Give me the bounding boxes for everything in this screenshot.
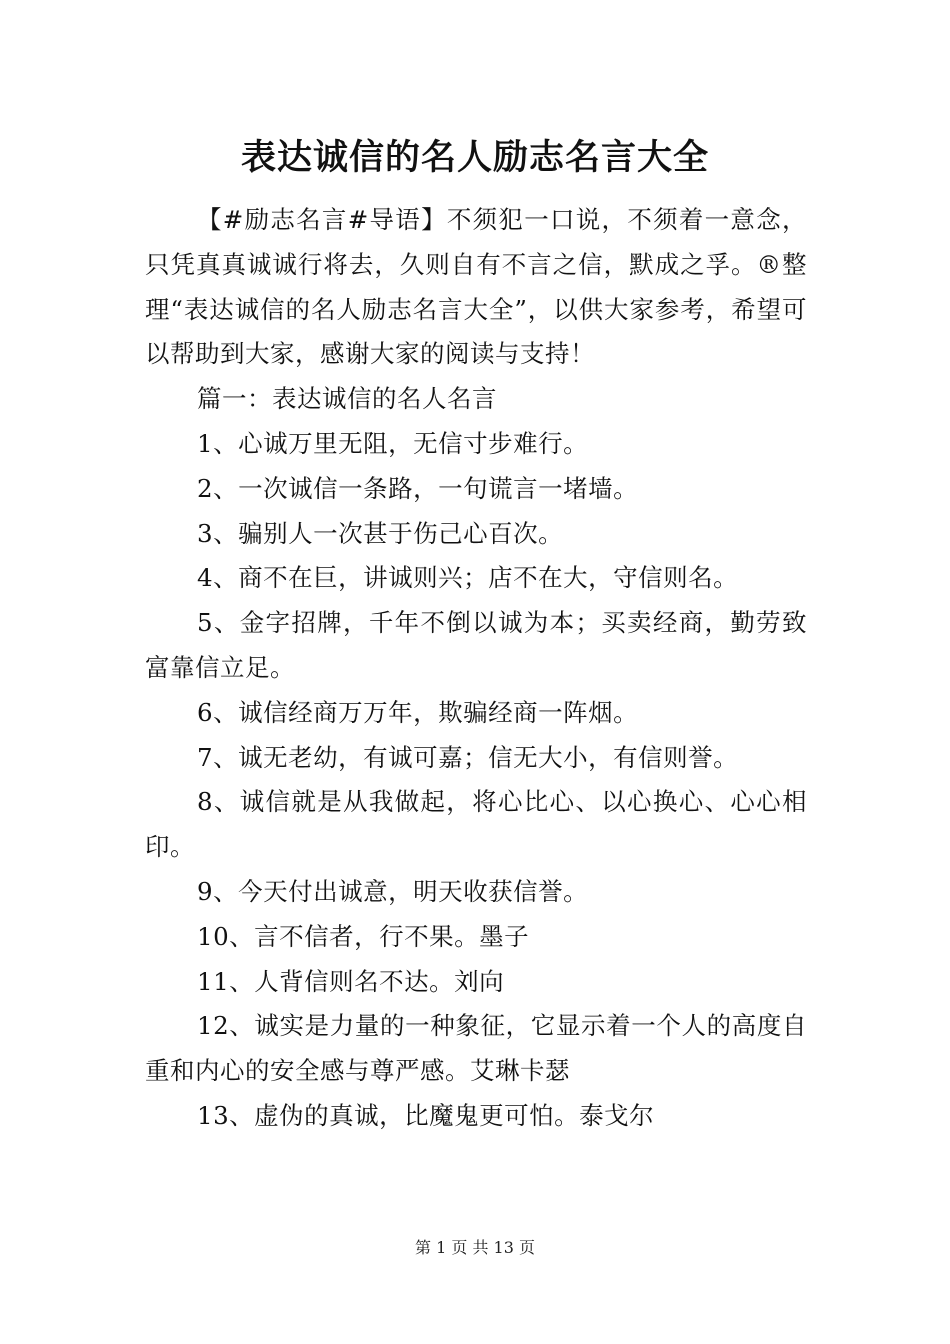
quote-item: 11、人背信则名不达。刘向 <box>197 966 505 996</box>
quote-item: 3、骗别人一次甚于伤己心百次。 <box>197 518 564 548</box>
section-heading: 篇一：表达诚信的名人名言 <box>197 384 497 414</box>
quote-item: 9、今天付出诚意，明天收获信誉。 <box>197 876 589 906</box>
quote-item: 2、一次诚信一条路，一句谎言一堵墙。 <box>197 473 639 503</box>
quote-item: 5、金字招牌，千年不倒以诚为本；买卖经商，勤劳致富靠信立足。 <box>145 608 807 682</box>
page-footer: 第 1 页 共 13 页 <box>415 1238 535 1257</box>
quote-item: 1、心诚万里无阻，无信寸步难行。 <box>197 428 589 458</box>
document-title: 表达诚信的名人励志名言大全 <box>240 137 709 178</box>
intro-paragraph: 【#励志名言#导语】不须犯一口说，不须着一意念，只凭真真诚诚行将去，久则自有不言之信，默成之孚。®整理“表达诚信的名人励志名言大全”，以供大家参考，希望可以帮助到大家，感谢大家的阅读与支持！ <box>145 205 807 369</box>
quote-item: 10、言不信者，行不果。墨子 <box>197 921 530 951</box>
quote-item: 6、诚信经商万万年，欺骗经商一阵烟。 <box>197 697 639 727</box>
quote-item: 8、诚信就是从我做起，将心比心、以心换心、心心相印。 <box>145 787 807 862</box>
document-body <box>145 198 807 1139</box>
quote-item: 7、诚无老幼，有诚可嘉；信无大小，有信则誉。 <box>197 742 739 772</box>
quote-item: 4、商不在巨，讲诚则兴；店不在大，守信则名。 <box>197 563 739 593</box>
quote-item: 13、虚伪的真诚，比魔鬼更可怕。泰戈尔 <box>197 1100 655 1130</box>
quote-item: 12、诚实是力量的一种象征，它显示着一个人的高度自重和内心的安全感与尊严感。艾琳卡瑟 <box>145 1011 807 1086</box>
